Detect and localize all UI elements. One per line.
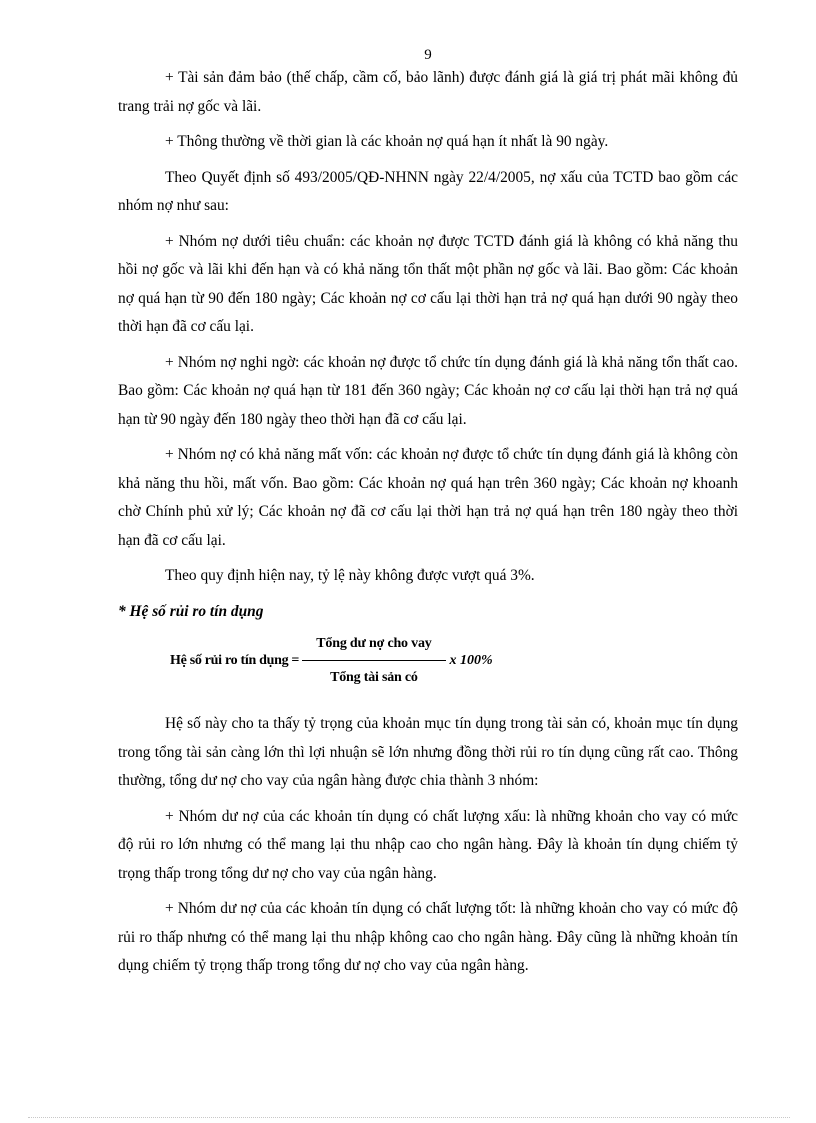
formula-equals: = [291, 652, 300, 668]
paragraph-collateral: + Tài sản đảm bảo (thế chấp, cầm cố, bảo lãnh) được đánh giá là giá trị phát mãi không đủ trang trải nợ gốc và lãi. [118, 69, 738, 115]
formula-multiplier: x 100% [449, 652, 493, 668]
page-bottom-divider [28, 1117, 790, 1118]
paragraph-decision-493: Theo Quyết định số 493/2005/QĐ-NHNN ngày 22/4/2005, nợ xấu của TCTD bao gồm các nhóm nợ như sau: [118, 168, 738, 214]
paragraph-ratio-explanation: Hệ số này cho ta thấy tỷ trọng của khoản mục tín dụng trong tài sản có, khoản mục tín dụng trong tổng tài sản càng lớn thì lợi nhuận sẽ lớn nhưng đồng thời rủi ro tín dụng cũng rất cao. Thông thường, tổng dư nợ cho vay của ngân hàng được chia thành 3 nhóm: [118, 715, 738, 789]
paragraph-substandard-group: + Nhóm nợ dưới tiêu chuẩn: các khoản nợ được TCTD đánh giá là không có khả năng thu hồi nợ gốc và lãi khi đến hạn và có khả năng tổn thất một phần nợ gốc và lãi. Bao gồm: Các khoản nợ quá hạn từ 90 đến 180 ngày; Các khoản nợ cơ cấu lại thời hạn trả nợ quá hạn dưới 90 ngày theo thời hạn đã cơ cấu lại. [118, 232, 738, 335]
page-number: 9 [424, 47, 432, 63]
paragraph-doubtful-group: + Nhóm nợ nghi ngờ: các khoản nợ được tổ chức tín dụng đánh giá là khả năng tổn thất cao. Bao gồm: Các khoản nợ quá hạn từ 181 đến 360 ngày; Các khoản nợ cơ cấu lại thời hạn trả nợ quá hạn từ 90 ngày đến 180 ngày theo thời hạn đã cơ cấu lại. [118, 353, 738, 428]
paragraph-good-quality-loans: + Nhóm dư nợ của các khoản tín dụng có chất lượng tốt: là những khoản cho vay có mức độ rủi ro thấp nhưng có thể mang lại thu nhập không cao cho ngân hàng. Đây cũng là những khoản tín dụng chiếm tỷ trọng thấp trong tổng dư nợ cho vay của ngân hàng. [118, 900, 738, 974]
paragraph-overdue-time: + Thông thường về thời gian là các khoản nợ quá hạn ít nhất là 90 ngày. [165, 133, 609, 150]
formula-denominator: Tổng tài sản có [330, 670, 418, 685]
credit-risk-formula [170, 632, 738, 690]
paragraph-loss-group: + Nhóm nợ có khả năng mất vốn: các khoản nợ được tổ chức tín dụng đánh giá là không còn khả năng thu hồi, mất vốn. Bao gồm: Các khoản nợ quá hạn trên 360 ngày; Các khoản nợ khoanh chờ Chính phủ xử lý; Các khoản nợ đã cơ cấu lại thời hạn trả nợ quá hạn trên 180 ngày theo thời hạn đã cơ cấu lại. [118, 446, 738, 549]
formula-fraction [302, 630, 445, 693]
formula-numerator: Tổng dư nợ cho vay [316, 635, 432, 651]
document-body [118, 64, 738, 988]
section-heading-credit-risk-ratio: * Hệ số rủi ro tín dụng [118, 602, 264, 620]
formula-lhs: Hệ số rủi ro tín dụng [170, 652, 289, 668]
paragraph-current-regulation: Theo quy định hiện nay, tỷ lệ này không được vượt quá 3%. [165, 567, 535, 584]
paragraph-bad-quality-loans: + Nhóm dư nợ của các khoản tín dụng có chất lượng xấu: là những khoản cho vay có mức độ rủi ro lớn nhưng có thể mang lại thu nhập cao cho ngân hàng. Đây là khoản tín dụng chiếm tỷ trọng thấp trong tổng dư nợ cho vay của ngân hàng. [118, 807, 738, 882]
